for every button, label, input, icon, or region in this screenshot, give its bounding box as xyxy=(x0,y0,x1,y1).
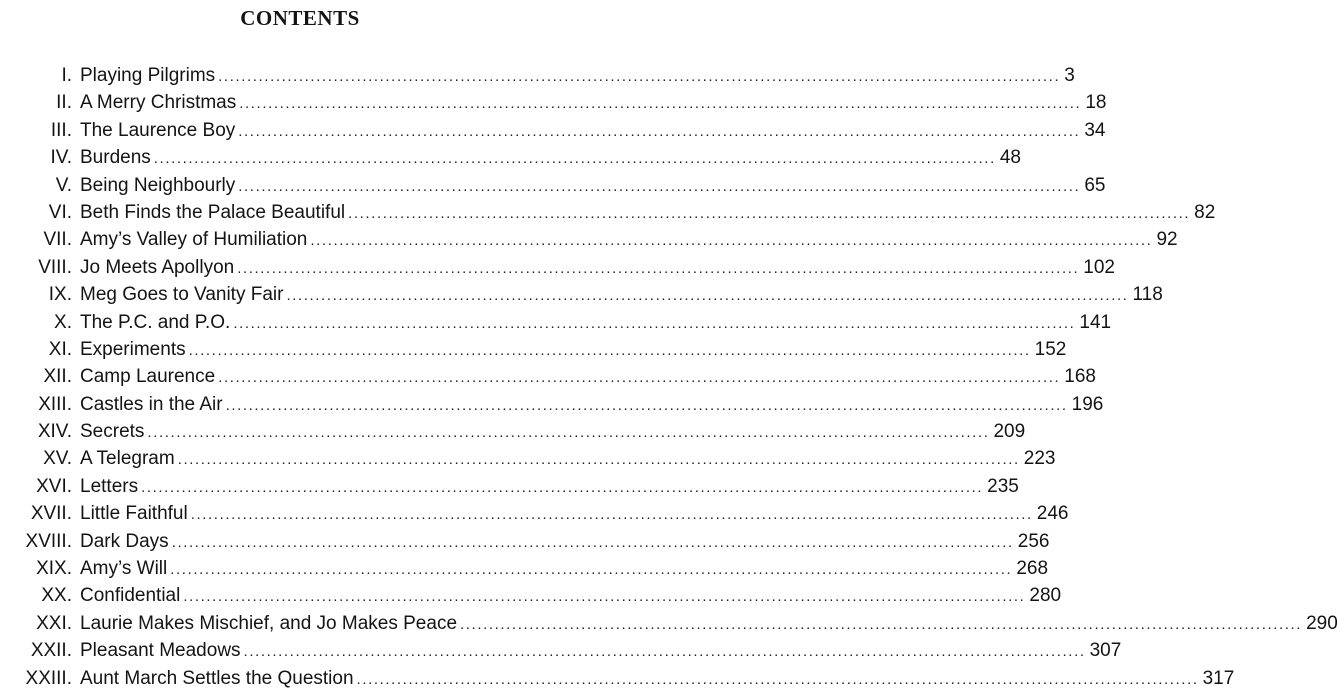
chapter-number: XXI. xyxy=(36,612,72,634)
chapter-title: Jo Meets Apollyon xyxy=(80,256,235,278)
toc-entry xyxy=(0,610,1338,637)
toc-entry xyxy=(0,62,1075,89)
chapter-line xyxy=(80,281,1163,309)
dot-leader: .................................................................................................................................................. xyxy=(233,314,1076,332)
chapter-line xyxy=(80,528,1050,556)
chapter-line xyxy=(80,418,1026,446)
chapter-number: XVI. xyxy=(36,475,72,497)
chapter-title: Amy’s Valley of Humiliation xyxy=(80,229,308,251)
dot-leader: .................................................................................................................................................. xyxy=(225,396,1068,414)
toc-entry xyxy=(0,500,1069,527)
dot-leader: .................................................................................................................................................. xyxy=(237,259,1080,277)
chapter-number: XIV. xyxy=(37,421,72,443)
dot-leader: .................................................................................................................................................. xyxy=(153,150,996,168)
chapter-title: Secrets xyxy=(80,421,145,443)
toc-entry xyxy=(0,528,1050,555)
chapter-number: XVIII. xyxy=(25,530,72,552)
page-number: 82 xyxy=(1194,201,1216,223)
page-number: 141 xyxy=(1079,311,1112,333)
page-number: 256 xyxy=(1017,530,1050,552)
chapter-line xyxy=(80,582,1062,610)
toc-entry xyxy=(0,281,1163,308)
dot-leader: .................................................................................................................................................. xyxy=(147,424,990,442)
chapter-title: Beth Finds the Palace Beautiful xyxy=(80,201,346,223)
dot-leader: .................................................................................................................................................. xyxy=(356,670,1199,688)
chapter-line xyxy=(80,62,1075,90)
dot-leader: .................................................................................................................................................. xyxy=(170,561,1013,579)
dot-leader: .................................................................................................................................................. xyxy=(218,369,1061,387)
chapter-title: Confidential xyxy=(80,585,181,607)
chapter-number: XI. xyxy=(48,338,72,360)
chapter-line xyxy=(80,172,1106,200)
chapter-title: Being Neighbourly xyxy=(80,174,236,196)
page-number: 317 xyxy=(1202,667,1235,689)
toc-entry xyxy=(0,473,1019,500)
dot-leader: .................................................................................................................................................. xyxy=(238,177,1081,195)
page-number: 168 xyxy=(1064,366,1096,388)
page-number: 209 xyxy=(993,421,1026,443)
toc-entry xyxy=(0,555,1049,582)
toc-entry xyxy=(0,309,1112,336)
chapter-line xyxy=(80,226,1178,254)
page-number: 92 xyxy=(1156,229,1178,251)
toc-entry xyxy=(0,637,1122,664)
chapter-number: XIII. xyxy=(38,393,72,415)
chapter-number: XV. xyxy=(43,448,72,470)
dot-leader: .................................................................................................................................................. xyxy=(348,204,1191,222)
chapter-line xyxy=(80,363,1096,391)
dot-leader: .................................................................................................................................................. xyxy=(188,341,1031,359)
table-of-contents xyxy=(0,62,1338,692)
page-number: 3 xyxy=(1064,65,1075,86)
page-number: 152 xyxy=(1034,338,1067,360)
chapter-number: XVII. xyxy=(30,503,72,525)
dot-leader: .................................................................................................................................................. xyxy=(243,643,1086,661)
chapter-line xyxy=(80,445,1056,473)
page-number: 34 xyxy=(1084,119,1106,141)
chapter-line xyxy=(80,665,1235,693)
chapter-line xyxy=(80,637,1122,665)
toc-entry xyxy=(0,199,1216,226)
chapter-number: VI. xyxy=(48,201,72,223)
chapter-number: X. xyxy=(54,311,72,333)
dot-leader: .................................................................................................................................................. xyxy=(238,122,1081,140)
chapter-number: XIX. xyxy=(36,558,72,580)
chapter-title: A Merry Christmas xyxy=(80,92,237,114)
chapter-line xyxy=(80,254,1115,282)
toc-entry xyxy=(0,172,1106,199)
toc-entry xyxy=(0,582,1062,609)
chapter-line xyxy=(80,336,1067,364)
toc-entry xyxy=(0,445,1056,472)
page-number: 235 xyxy=(987,475,1019,497)
page-number: 307 xyxy=(1089,640,1122,662)
page-number: 268 xyxy=(1016,558,1049,580)
chapter-line xyxy=(80,555,1049,583)
chapter-title: Aunt March Settles the Question xyxy=(80,667,354,689)
chapter-title: Little Faithful xyxy=(80,503,188,525)
page-number: 223 xyxy=(1023,448,1056,470)
chapter-number: II. xyxy=(56,92,72,114)
chapter-number: IX. xyxy=(48,284,72,306)
page-number: 48 xyxy=(999,147,1021,169)
chapter-line xyxy=(80,391,1104,419)
chapter-number: VIII. xyxy=(38,256,72,278)
chapter-line xyxy=(80,500,1069,528)
chapter-number: V. xyxy=(55,174,72,196)
page-number: 280 xyxy=(1029,585,1062,607)
chapter-line xyxy=(80,144,1021,172)
chapter-number: XXIII. xyxy=(25,667,72,689)
toc-entry xyxy=(0,665,1235,692)
page-number: 118 xyxy=(1132,284,1163,306)
dot-leader: .................................................................................................................................................. xyxy=(171,533,1014,551)
toc-entry xyxy=(0,144,1021,171)
toc-entry xyxy=(0,363,1096,390)
dot-leader: .................................................................................................................................................. xyxy=(190,506,1033,524)
page-number: 65 xyxy=(1084,174,1106,196)
chapter-number: I. xyxy=(61,65,72,86)
toc-entry xyxy=(0,226,1178,253)
chapter-title: Experiments xyxy=(80,338,186,360)
chapter-number: XX. xyxy=(41,585,72,607)
toc-entry xyxy=(0,89,1107,116)
page-number: 290 xyxy=(1306,612,1338,634)
dot-leader: .................................................................................................................................................. xyxy=(286,287,1129,305)
toc-entry xyxy=(0,254,1115,281)
dot-leader: .................................................................................................................................................. xyxy=(177,451,1020,469)
chapter-line xyxy=(80,89,1107,117)
toc-entry xyxy=(0,336,1067,363)
dot-leader: .................................................................................................................................................. xyxy=(141,478,984,496)
chapter-title: The Laurence Boy xyxy=(80,119,236,141)
chapter-line xyxy=(80,473,1019,501)
chapter-title: Letters xyxy=(80,475,139,497)
chapter-title: The P.C. and P.O. xyxy=(80,311,231,333)
toc-entry xyxy=(0,117,1106,144)
chapter-title: Amy’s Will xyxy=(80,558,168,580)
chapter-title: Playing Pilgrims xyxy=(80,65,216,86)
page-number: 102 xyxy=(1083,256,1115,278)
chapter-line xyxy=(80,309,1112,337)
chapter-number: XXII. xyxy=(30,640,72,662)
dot-leader: .................................................................................................................................................. xyxy=(239,95,1082,113)
page-number: 196 xyxy=(1071,393,1104,415)
chapter-line xyxy=(80,117,1106,145)
dot-leader: .................................................................................................................................................. xyxy=(310,232,1153,250)
chapter-number: VII. xyxy=(43,229,72,251)
chapter-title: Dark Days xyxy=(80,530,169,552)
chapter-number: IV. xyxy=(50,147,72,169)
chapter-title: Laurie Makes Mischief, and Jo Makes Peace xyxy=(80,612,458,634)
chapter-title: Camp Laurence xyxy=(80,366,216,388)
chapter-title: Castles in the Air xyxy=(80,393,223,415)
chapter-number: III. xyxy=(50,119,72,141)
dot-leader: .................................................................................................................................................. xyxy=(183,588,1026,606)
chapter-title: Burdens xyxy=(80,147,151,169)
chapter-title: A Telegram xyxy=(80,448,175,470)
page-number: 246 xyxy=(1036,503,1069,525)
toc-entry xyxy=(0,391,1104,418)
page-number: 18 xyxy=(1085,92,1107,114)
chapter-line xyxy=(80,199,1216,227)
page-title: CONTENTS xyxy=(240,6,360,30)
chapter-title: Meg Goes to Vanity Fair xyxy=(80,284,284,306)
chapter-title: Pleasant Meadows xyxy=(80,640,241,662)
chapter-line xyxy=(80,610,1338,638)
toc-entry xyxy=(0,418,1026,445)
dot-leader: .................................................................................................................................................. xyxy=(460,615,1303,633)
dot-leader: .................................................................................................................................................. xyxy=(218,68,1061,85)
chapter-number: XII. xyxy=(43,366,72,388)
